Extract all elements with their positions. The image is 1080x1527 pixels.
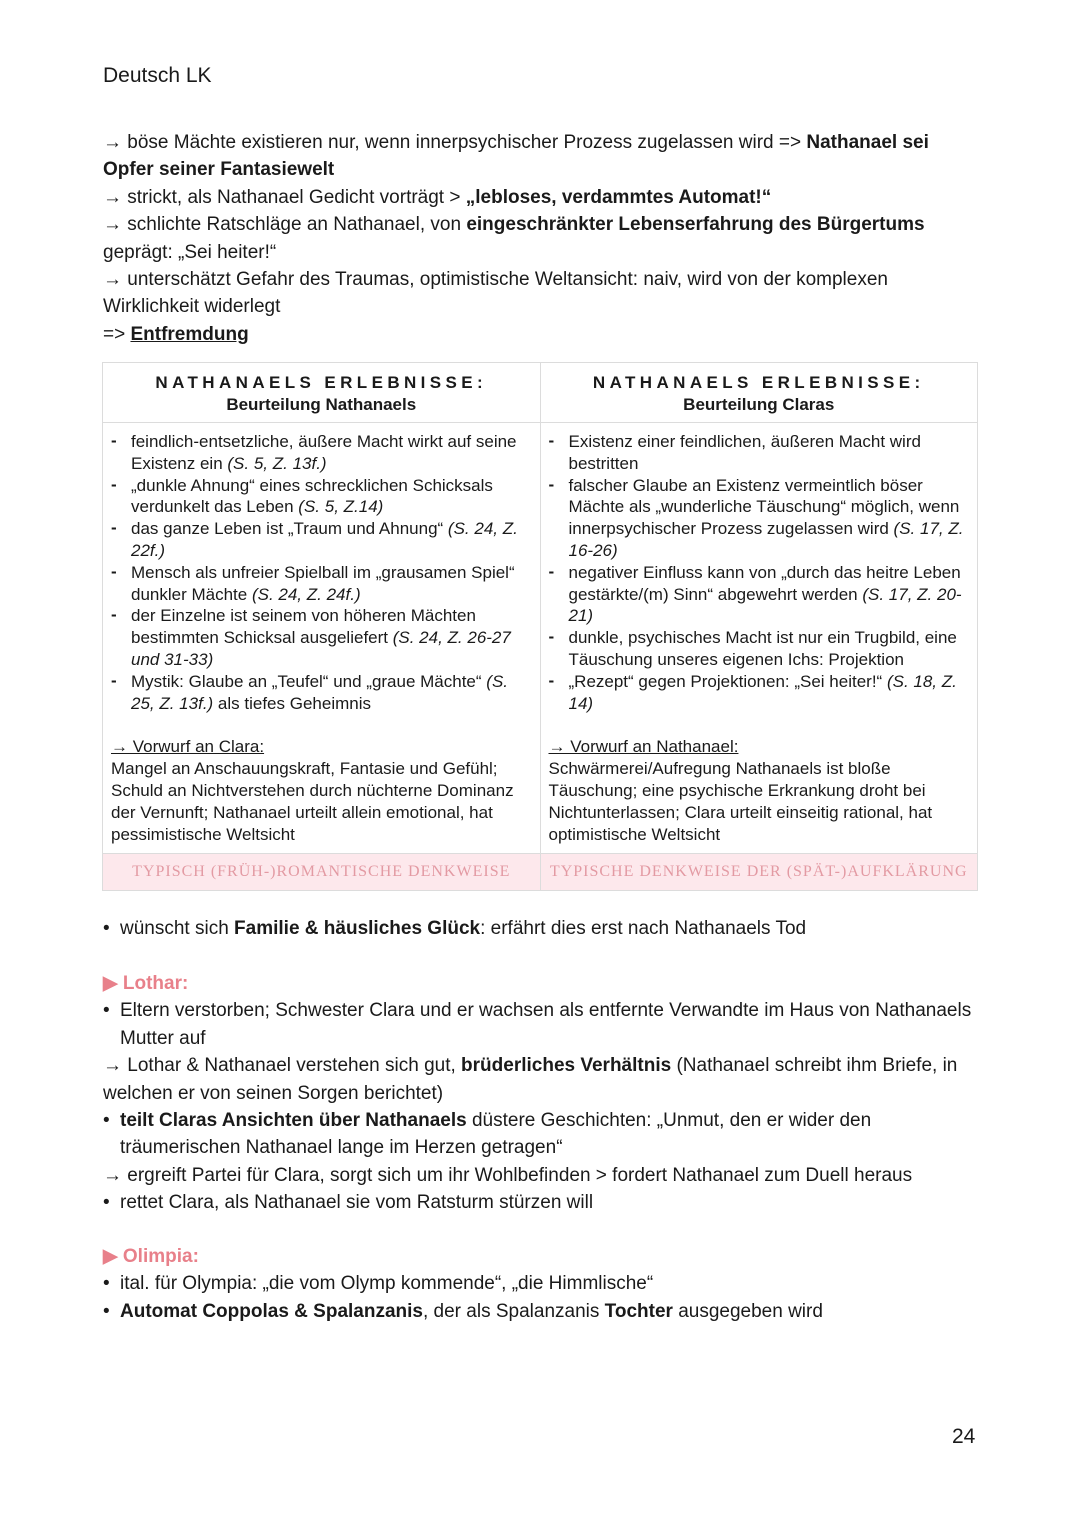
arrow-line — [103, 1052, 993, 1107]
intro-bold: Nathanael sei Opfer seiner Fantasiewelt — [103, 132, 929, 181]
intro-bold: „lebloses, verdammtes Automat!“ — [465, 186, 772, 208]
bullet-item — [103, 1298, 993, 1325]
bullet-item: • rettet Clara, als Nathanael sie vom Ratsturm stürzen will — [103, 1189, 993, 1216]
table-footer-row — [103, 854, 978, 891]
line-bold: brüderliches Verhältnis — [461, 1055, 672, 1077]
item-text: feindlich-entsetzliche, äußere Macht wirkt auf seine Existenz ein — [131, 432, 517, 473]
reproach-text: Mangel an Anschauungskraft, Fantasie und Gefühl; Schuld an Nichtverstehen durch nüchterne Dominanz der Vernunft; Nathanael urteilt allein emotional, hat pessimistische Weltsicht — [111, 759, 514, 844]
right-item-list — [549, 431, 970, 714]
left-footer-label: TYPISCH (FRÜH-)ROMANTISCHE DENKWEISE — [103, 854, 541, 891]
intro-bold: eingeschränkter Lebenserfahrung des Bürgertums — [466, 214, 925, 236]
intro-line: → unterschätzt Gefahr des Traumas, optimistische Weltansicht: naiv, wird von der komplexen Wirklichkeit widerlegt — [103, 269, 888, 318]
reproach-text: Schwärmerei/Aufregung Nathanaels ist bloße Täuschung; eine psychische Erkrankung droht bei Nichtunterlassen; Clara urteilt einseitig rational, hat optimistische Weltsicht — [548, 759, 933, 844]
reproach-title: → Vorwurf an Nathanael: — [548, 737, 739, 757]
bullet-text: : erfährt dies erst nach Nathanaels Tod — [480, 918, 807, 939]
table-header-row — [103, 363, 978, 423]
after-table-section — [103, 915, 993, 942]
item-text: Existenz einer feindlichen, äußeren Macht wird bestritten — [568, 432, 921, 473]
list-item — [111, 431, 532, 475]
item-text: der Einzelne ist seinem von höheren Mächten bestimmten Schicksal ausgeliefert — [131, 606, 476, 648]
reproach-title: → Vorwurf an Clara: — [111, 737, 265, 757]
column-title: NATHANAELS ERLEBNISSE: — [155, 373, 488, 392]
bullet-text: , der als Spalanzanis — [422, 1300, 605, 1322]
page-header: Deutsch LK — [103, 64, 212, 87]
bullet-bold: Tochter — [604, 1300, 673, 1322]
bullet-text: düstere Geschichten: „Unmut, den er wider den träumerischen Nathanael lange im Herzen getragen“ — [120, 1110, 872, 1159]
item-text: das ganze Leben ist „Traum und Ahnung“ — [131, 519, 448, 539]
bullet-bold: Automat Coppolas & Spalanzanis — [120, 1300, 423, 1322]
bullet-text: ausgegeben wird — [672, 1300, 823, 1322]
right-footer-label: TYPISCHE DENKWEISE DER (SPÄT-)AUFKLÄRUNG — [540, 854, 978, 891]
intro-text: → strickt, als Nathanael Gedicht vorträgt > — [103, 186, 466, 208]
intro-line — [103, 321, 983, 348]
item-ref: (S. 24, Z. 26-27 und 31-33) — [131, 628, 511, 669]
table-body-row — [103, 423, 978, 854]
column-title: NATHANAELS ERLEBNISSE: — [592, 373, 925, 392]
item-ref: (S. 17, Z. 16-26) — [568, 519, 964, 560]
left-item-list — [111, 431, 532, 714]
intro-text: geprägt: „Sei heiter!“ — [103, 241, 277, 263]
right-column-body — [540, 423, 978, 854]
bullet-item — [103, 915, 993, 942]
item-text: Mystik: Glaube an „Teufel“ und „graue Mächte“ — [131, 671, 487, 691]
item-ref: (S. 17, Z. 20-21) — [568, 584, 962, 626]
list-item — [111, 518, 532, 562]
intro-text: => — [103, 323, 131, 345]
item-text: Mensch als unfreier Spielball im „grausamen Spiel“ dunkler Mächte — [131, 562, 515, 604]
item-text: „dunkle Ahnung“ eines schrecklichen Schicksals verdunkelt das Leben — [131, 475, 493, 517]
item-text: als tiefes Geheimnis — [213, 693, 371, 713]
intro-line — [103, 184, 983, 211]
list-item — [549, 475, 970, 562]
arrow-line: → ergreift Partei für Clara, sorgt sich um ihr Wohlbefinden > fordert Nathanael zum Duell heraus — [103, 1164, 913, 1186]
line-text: (Nathanael schreibt ihm Briefe, in welchen er von seinen Sorgen berichtet) — [103, 1055, 958, 1104]
intro-text: → schlichte Ratschläge an Nathanael, von — [103, 214, 467, 236]
list-item — [111, 562, 532, 606]
conclusion-term: Entfremdung — [130, 323, 249, 345]
list-item — [111, 475, 532, 519]
column-subtitle: Beurteilung Claras — [683, 395, 835, 414]
list-item — [549, 627, 970, 671]
intro-line — [103, 211, 983, 266]
item-text: dunkle, psychisches Macht ist nur ein Trugbild, eine Täuschung unseres eigenen Ichs: Projektion — [568, 628, 957, 669]
intro-section — [103, 129, 983, 348]
olimpia-section — [103, 1243, 993, 1325]
bullet-item — [103, 1107, 993, 1162]
item-ref: (S. 5, Z. 13f.) — [227, 453, 327, 473]
page-number: 24 — [952, 1425, 976, 1448]
bullet-item: • ital. für Olympia: „die vom Olymp kommende“, „die Himmlische“ — [103, 1270, 993, 1297]
intro-text: → böse Mächte existieren nur, wenn innerpsychischer Prozess zugelassen wird => — [103, 132, 807, 153]
item-ref: (S. 5, Z.14) — [298, 497, 384, 517]
item-text: negativer Einfluss kann von „durch das heitre Leben gestärkte/(m) Sinn“ abgewehrt werden — [568, 562, 961, 604]
item-ref: (S. 24, Z. 22f.) — [131, 519, 518, 560]
item-text: „Rezept“ gegen Projektionen: „Sei heiter!“ — [568, 671, 887, 691]
item-ref: (S. 18, Z. 14) — [568, 671, 957, 713]
item-ref: (S. 24, Z. 24f.) — [251, 584, 361, 604]
intro-line — [103, 129, 983, 184]
left-column-body — [103, 423, 541, 854]
list-item — [111, 605, 532, 670]
right-column-header — [540, 363, 978, 423]
bullet-text: wünscht sich — [120, 918, 235, 939]
left-column-header — [103, 363, 541, 423]
list-item — [549, 562, 970, 627]
item-ref: (S. 25, Z. 13f.) — [131, 671, 509, 713]
list-item — [549, 431, 970, 475]
section-heading: ▶ Lothar: — [103, 973, 189, 994]
item-text: falscher Glaube an Existenz vermeintlich böser Mächte als „wunderliche Täuschung“ möglich, wenn innerpsychischer Prozess zugelassen wird — [568, 475, 960, 539]
section-heading: ▶ Olimpia: — [103, 1246, 199, 1267]
bullet-bold: Familie & häusliches Glück — [234, 918, 481, 939]
comparison-table — [102, 362, 978, 891]
column-subtitle: Beurteilung Nathanaels — [226, 395, 417, 414]
line-text: → Lothar & Nathanael verstehen sich gut, — [103, 1055, 462, 1077]
bullet-bold: teilt Claras Ansichten über Nathanaels — [120, 1110, 467, 1132]
list-item — [549, 671, 970, 715]
bullet-item: • Eltern verstorben; Schwester Clara und er wachsen als entfernte Verwandte im Haus von Nathanaels Mutter auf — [103, 997, 993, 1052]
lothar-section — [103, 970, 993, 1217]
list-item — [111, 671, 532, 715]
